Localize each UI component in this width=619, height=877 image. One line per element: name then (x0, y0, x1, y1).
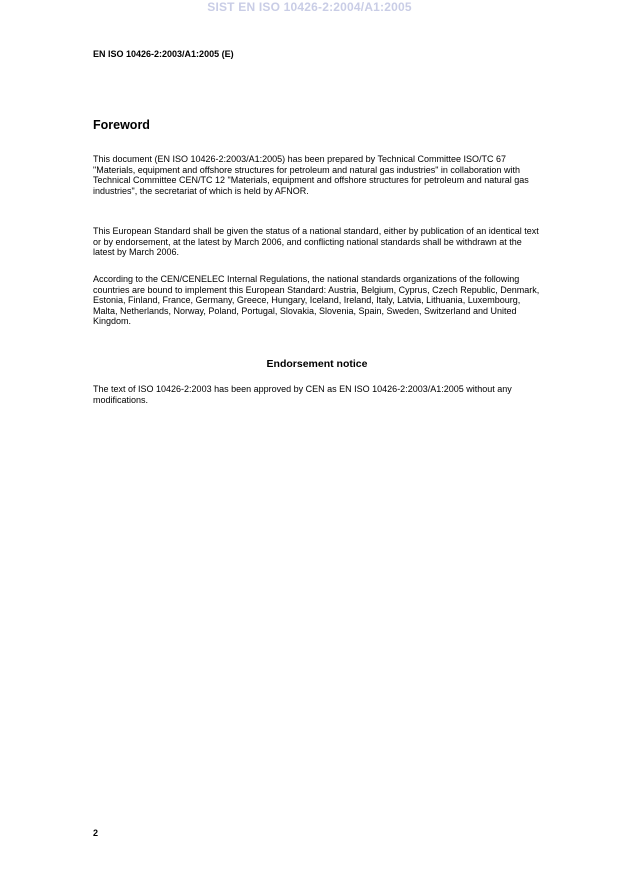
foreword-title: Foreword (93, 118, 150, 132)
endorsement-notice-text: The text of ISO 10426-2:2003 has been approved by CEN as EN ISO 10426-2:2003/A1:2005 without any modifications. (93, 384, 512, 405)
page-number: 2 (93, 828, 99, 838)
foreword-paragraph-3: According to the CEN/CENELEC Internal Regulations, the national standards organizations of the following countries are bound to implement this European Standard: Austria, Belgium, Cyprus, Czech Republic, Denmark, Estonia, Finland, France, Germany, Greece, Hungary, Iceland, Ireland, Italy, Latvia, Lithuania, Luxembourg, Malta, Netherlands, Norway, Poland, Portugal, Slovakia, Slovenia, Spain, Sweden, Switzerland and United Kingdom. (93, 274, 540, 326)
foreword-paragraph-1: This document (EN ISO 10426-2:2003/A1:2005) has been prepared by Technical Committee ISO/TC 67 "Materials, equipment and offshore structures for petroleum and natural gas industries" in collaboration with Technical Committee CEN/TC 12 "Materials, equipment and offshore structures for petroleum and natural gas industries", the secretariat of which is held by AFNOR. (93, 154, 529, 196)
endorsement-notice-title: Endorsement notice (266, 358, 368, 370)
watermark: SIST EN ISO 10426-2:2004/A1:2005 (207, 0, 412, 14)
document-id-header: EN ISO 10426-2:2003/A1:2005 (E) (93, 49, 234, 59)
foreword-paragraph-2: This European Standard shall be given the status of a national standard, either by publication of an identical text or by endorsement, at the latest by March 2006, and conflicting national standards shall be withdrawn at the latest by March 2006. (93, 226, 539, 257)
